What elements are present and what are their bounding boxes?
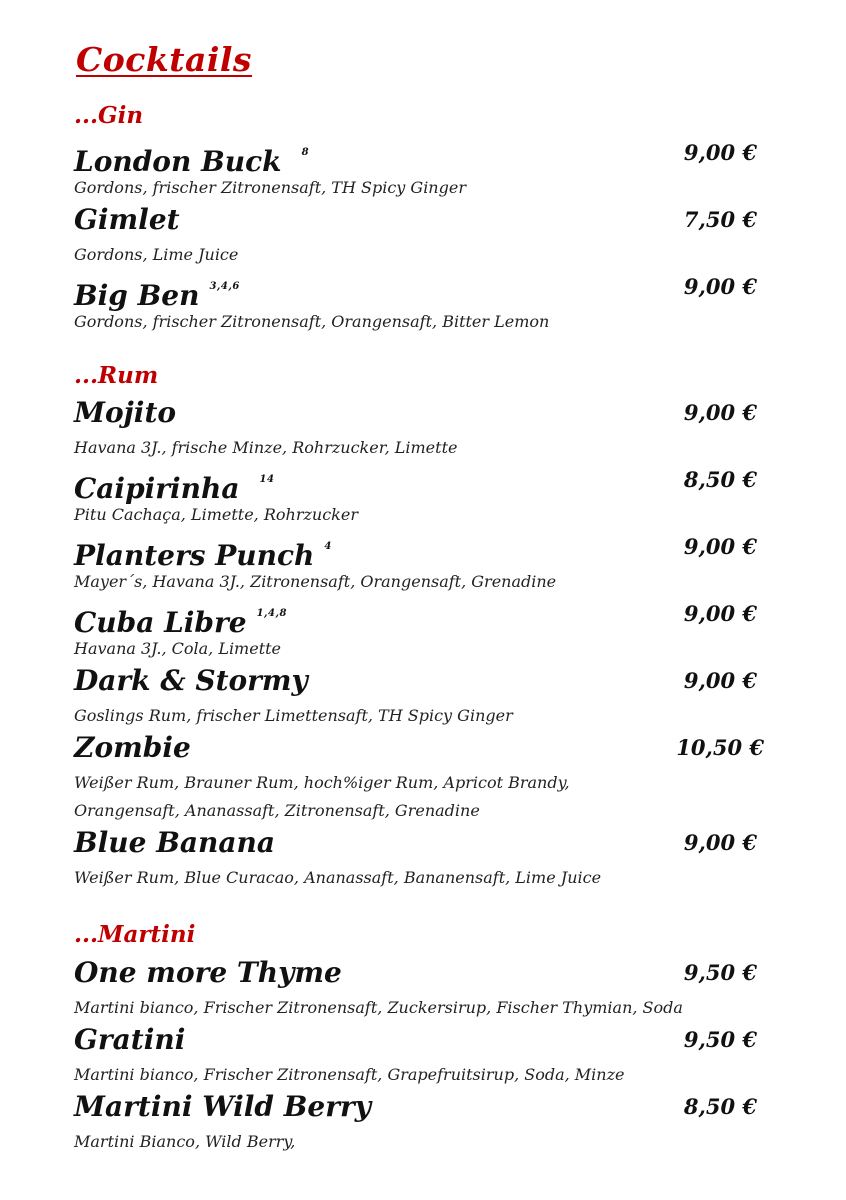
menu-item-dark-and-stormy xyxy=(74,664,774,730)
item-name: Planters Punch $^4$ xyxy=(74,539,332,572)
item-description: Gordons, frischer Zitronensaft, Orangensaft, Bitter Lemon xyxy=(74,312,550,331)
item-name: Cuba Libre $^{1,4,8}$ xyxy=(74,606,287,639)
allergen-codes: 1,4,8 xyxy=(256,608,287,619)
item-name: Martini Wild Berry xyxy=(74,1090,372,1123)
section-heading-gin: ...Gin xyxy=(74,102,144,129)
item-name: Mojito xyxy=(74,396,177,429)
menu-item-gratini xyxy=(74,1023,774,1089)
item-price: 9,00 € xyxy=(683,668,757,693)
menu-item-martini-wild-berry xyxy=(74,1090,774,1156)
allergen-codes: 3,4,6 xyxy=(209,281,240,292)
item-name: Dark & Stormy xyxy=(74,664,308,697)
item-price: 9,00 € xyxy=(683,534,757,559)
item-price: 9,00 € xyxy=(683,274,757,299)
menu-item-planters-punch xyxy=(74,530,774,596)
item-price: 8,50 € xyxy=(683,1094,757,1119)
item-description: Weißer Rum, Brauner Rum, hoch%iger Rum, Apricot Brandy, Orangensaft, Ananassaft, Zitronensaft, Grenadine xyxy=(74,773,570,820)
item-description: Gordons, frischer Zitronensaft, TH Spicy Ginger xyxy=(74,178,466,197)
item-name: Zombie xyxy=(74,731,191,764)
menu-item-london-buck xyxy=(74,136,774,202)
menu-item-cuba-libre xyxy=(74,597,774,663)
item-price: 9,50 € xyxy=(683,1027,757,1052)
item-price: 9,00 € xyxy=(683,601,757,626)
section-heading-rum: ...Rum xyxy=(74,362,159,389)
menu-item-caipirinha xyxy=(74,463,774,529)
item-name: Big Ben $^{3,4,6}$ xyxy=(74,279,240,312)
item-description: Mayer´s, Havana 3J., Zitronensaft, Orangensaft, Grenadine xyxy=(74,572,557,591)
item-name: Blue Banana xyxy=(74,826,276,859)
item-name: London Buck $^8$ xyxy=(74,145,310,178)
item-price: 9,00 € xyxy=(683,400,757,425)
menu-item-one-more-thyme xyxy=(74,956,774,1022)
page-title: Cocktails xyxy=(76,40,253,79)
item-description: Pitu Cachaça, Limette, Rohrzucker xyxy=(74,505,358,524)
item-price: 9,00 € xyxy=(683,830,757,855)
item-description: Goslings Rum, frischer Limettensaft, TH Spicy Ginger xyxy=(74,706,513,725)
item-name: Caipirinha $^{14}$ xyxy=(74,472,275,505)
item-description: Martini bianco, Frischer Zitronensaft, Grapefruitsirup, Soda, Minze xyxy=(74,1065,625,1084)
item-description: Havana 3J., Cola, Limette xyxy=(74,639,282,658)
section-heading-martini: ...Martini xyxy=(74,921,196,948)
item-price: 9,50 € xyxy=(683,960,757,985)
allergen-codes: 14 xyxy=(259,474,275,485)
item-description: Gordons, Lime Juice xyxy=(74,245,239,264)
item-price: 10,50 € xyxy=(676,735,764,760)
menu-item-big-ben xyxy=(74,270,774,336)
item-name: Gratini xyxy=(74,1023,186,1056)
item-price: 8,50 € xyxy=(683,467,757,492)
item-description: Havana 3J., frische Minze, Rohrzucker, Limette xyxy=(74,438,458,457)
item-name: Gimlet xyxy=(74,203,180,236)
item-description: Martini bianco, Frischer Zitronensaft, Zuckersirup, Fischer Thymian, Soda xyxy=(74,998,683,1017)
menu-item-gimlet xyxy=(74,203,774,269)
allergen-codes: 4 xyxy=(324,541,332,552)
menu-item-mojito xyxy=(74,396,774,462)
item-price: 9,00 € xyxy=(683,140,757,165)
item-price: 7,50 € xyxy=(683,207,757,232)
item-description: Weißer Rum, Blue Curacao, Ananassaft, Bananensaft, Lime Juice xyxy=(74,868,602,887)
item-name: One more Thyme xyxy=(74,956,342,989)
allergen-codes: 8 xyxy=(301,147,310,158)
item-description: Martini Bianco, Wild Berry, xyxy=(74,1132,296,1151)
menu-item-blue-banana xyxy=(74,826,774,892)
menu-item-zombie xyxy=(74,731,774,825)
